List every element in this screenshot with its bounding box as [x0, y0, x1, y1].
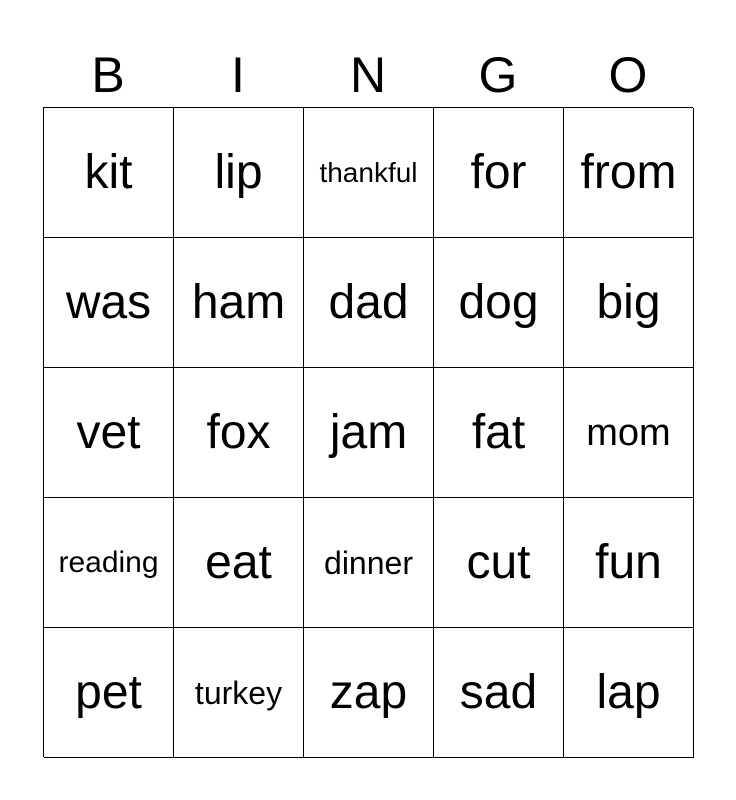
bingo-cell[interactable]: eat — [174, 498, 304, 628]
bingo-cell[interactable]: fat — [434, 368, 564, 498]
bingo-cell[interactable]: lip — [174, 108, 304, 238]
bingo-cell[interactable]: dog — [434, 238, 564, 368]
bingo-cell[interactable]: from — [564, 108, 694, 238]
bingo-cell[interactable]: zap — [304, 628, 434, 758]
bingo-cell[interactable]: dinner — [304, 498, 434, 628]
bingo-cell[interactable]: ham — [174, 238, 304, 368]
bingo-cell[interactable]: was — [44, 238, 174, 368]
bingo-header — [43, 44, 693, 106]
header-letter-i: I — [231, 47, 245, 103]
bingo-cell[interactable]: kit — [44, 108, 174, 238]
bingo-card-grid — [43, 107, 693, 757]
bingo-cell[interactable]: reading — [44, 498, 174, 628]
header-letter-n: N — [349, 47, 387, 103]
bingo-cell[interactable]: for — [434, 108, 564, 238]
bingo-cell[interactable]: vet — [44, 368, 174, 498]
bingo-cell[interactable]: jam — [304, 368, 434, 498]
bingo-cell[interactable]: thankful — [304, 108, 434, 238]
header-letter-g: G — [478, 47, 518, 103]
bingo-cell[interactable]: fox — [174, 368, 304, 498]
bingo-cell[interactable]: lap — [564, 628, 694, 758]
bingo-cell[interactable]: pet — [44, 628, 174, 758]
header-letter-o: O — [608, 47, 648, 103]
bingo-cell[interactable]: sad — [434, 628, 564, 758]
bingo-cell[interactable]: mom — [564, 368, 694, 498]
bingo-cell[interactable]: big — [564, 238, 694, 368]
bingo-cell[interactable]: turkey — [174, 628, 304, 758]
bingo-cell[interactable]: dad — [304, 238, 434, 368]
bingo-cell[interactable]: cut — [434, 498, 564, 628]
header-letter-b: B — [91, 47, 125, 103]
bingo-cell[interactable]: fun — [564, 498, 694, 628]
